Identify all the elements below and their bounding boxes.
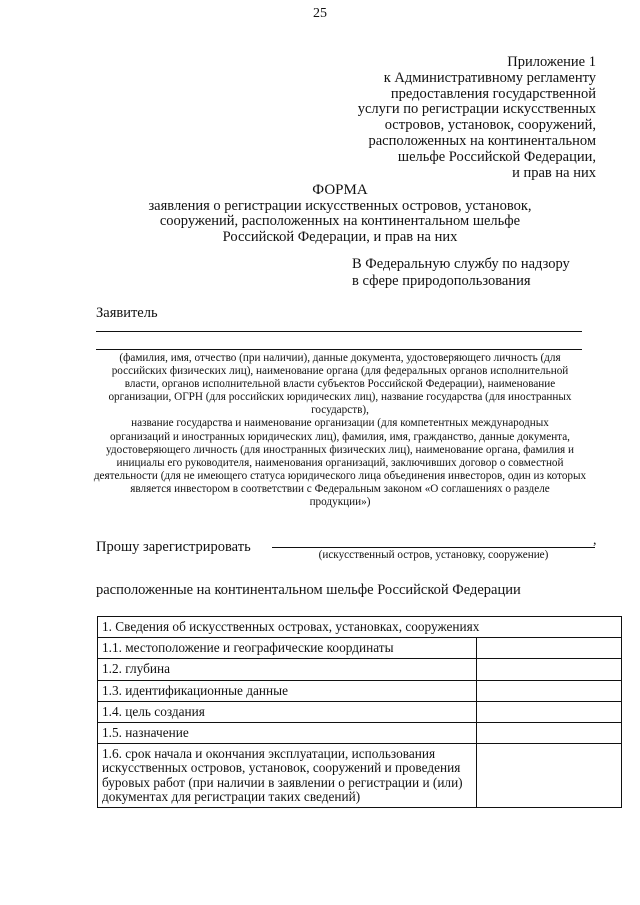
- table-header-cell: 1. Сведения об искусственных островах, установках, сооружениях: [98, 617, 622, 638]
- form-subtitle-line: сооружений, расположенных на континентальном шельфе: [159, 213, 521, 230]
- appendix-line: услуги по регистрации искусственных: [357, 101, 596, 118]
- applicant-hint-line: является инвестором в соответствии с Федеральным законом «О соглашениях о разделе: [130, 482, 550, 495]
- appendix-line: предоставления государственной: [390, 85, 596, 102]
- applicant-hint-line: удостоверяющего личность (для иностранных физических лиц), наименование органа, фамилия и: [106, 443, 574, 456]
- info-table: [97, 616, 622, 808]
- applicant-field-line[interactable]: [96, 349, 582, 350]
- appendix-line: расположенных на континентальном: [368, 132, 596, 149]
- table-row-label: 1.3. идентификационные данные: [98, 680, 477, 701]
- table-row: [98, 744, 622, 808]
- applicant-hint-line: организаций и иностранных юридических лиц), фамилия, имя, гражданство, данные документа,: [110, 430, 570, 443]
- table-row-value[interactable]: [477, 744, 622, 808]
- table-row: [98, 638, 622, 659]
- form-title: ФОРМА: [312, 182, 368, 198]
- applicant-hint-line: название государства и наименование организации (для компетентных международных: [131, 417, 549, 430]
- form-subtitle-line: заявления о регистрации искусственных островов, установок,: [148, 198, 532, 214]
- page-number: 25: [313, 6, 327, 21]
- applicant-hint-line: государств),: [311, 404, 369, 417]
- recipient-block: [352, 256, 570, 289]
- table-header-row: [98, 617, 622, 638]
- table-row-label: 1.2. глубина: [98, 659, 477, 680]
- appendix-line: островов, установок, сооружений,: [384, 117, 596, 134]
- applicant-hint-line: власти, органов исполнительной власти субъектов Российской Федерации), наименование: [124, 378, 556, 391]
- appendix-line: и прав на них: [512, 164, 596, 181]
- applicant-hint-line: российских физических лиц), наименование органа (для федеральных органов исполнительной: [111, 365, 569, 378]
- appendix-line: к Административному регламенту: [383, 69, 596, 86]
- table-row-value[interactable]: [477, 701, 622, 722]
- applicant-hint-line: (фамилия, имя, отчество (при наличии), данные документа, удостоверяющего личность (для: [119, 352, 561, 364]
- table-row-label: 1.1. местоположение и географические координаты: [98, 638, 477, 659]
- applicant-hint-line: деятельности (для не имеющего статуса юридического лица объединения инвесторов, один из которых: [93, 469, 587, 482]
- table-row-value[interactable]: [477, 680, 622, 701]
- form-subtitle: [110, 199, 570, 245]
- table-row-label: 1.6. срок начала и окончания эксплуатации, использования искусственных островов, установок, сооружений и проведения буровых работ (при наличии в заявлении о регистрации и (или) документах для регистрации таких сведений): [98, 744, 477, 808]
- table-row: [98, 680, 622, 701]
- request-trailing-comma: ,: [593, 533, 597, 548]
- recipient-line: В Федеральную службу по надзору: [352, 256, 570, 272]
- request-field-line[interactable]: [272, 547, 595, 548]
- recipient-line: в сфере природопользования: [352, 272, 531, 289]
- appendix-line: шельфе Российской Федерации,: [397, 148, 596, 165]
- table-row: [98, 701, 622, 722]
- applicant-hint-line: инициалы его руководителя, наименования организаций, заключивших договор о совместной: [116, 456, 564, 469]
- applicant-field-line[interactable]: [96, 331, 582, 332]
- applicant-label: Заявитель: [96, 305, 158, 321]
- applicant-hint-line: организации, ОГРН (для российских юридических лиц), название государства (для иностранных: [108, 391, 572, 404]
- table-row-label: 1.5. назначение: [98, 723, 477, 744]
- applicant-hint: [90, 352, 590, 509]
- request-label: Прошу зарегистрировать: [96, 539, 251, 555]
- appendix-block: [300, 55, 596, 181]
- located-text: расположенные на континентальном шельфе Российской Федерации: [96, 582, 521, 598]
- form-subtitle-line: Российской Федерации, и прав на них: [222, 228, 458, 245]
- table-row-value[interactable]: [477, 723, 622, 744]
- table-row-value[interactable]: [477, 659, 622, 680]
- applicant-hint-line: продукции»): [309, 496, 371, 509]
- table-row: [98, 723, 622, 744]
- table-row-label: 1.4. цель создания: [98, 701, 477, 722]
- appendix-line: Приложение 1: [507, 54, 596, 70]
- table-row: [98, 659, 622, 680]
- table-row-value[interactable]: [477, 638, 622, 659]
- request-hint: (искусственный остров, установку, сооружение): [318, 549, 549, 561]
